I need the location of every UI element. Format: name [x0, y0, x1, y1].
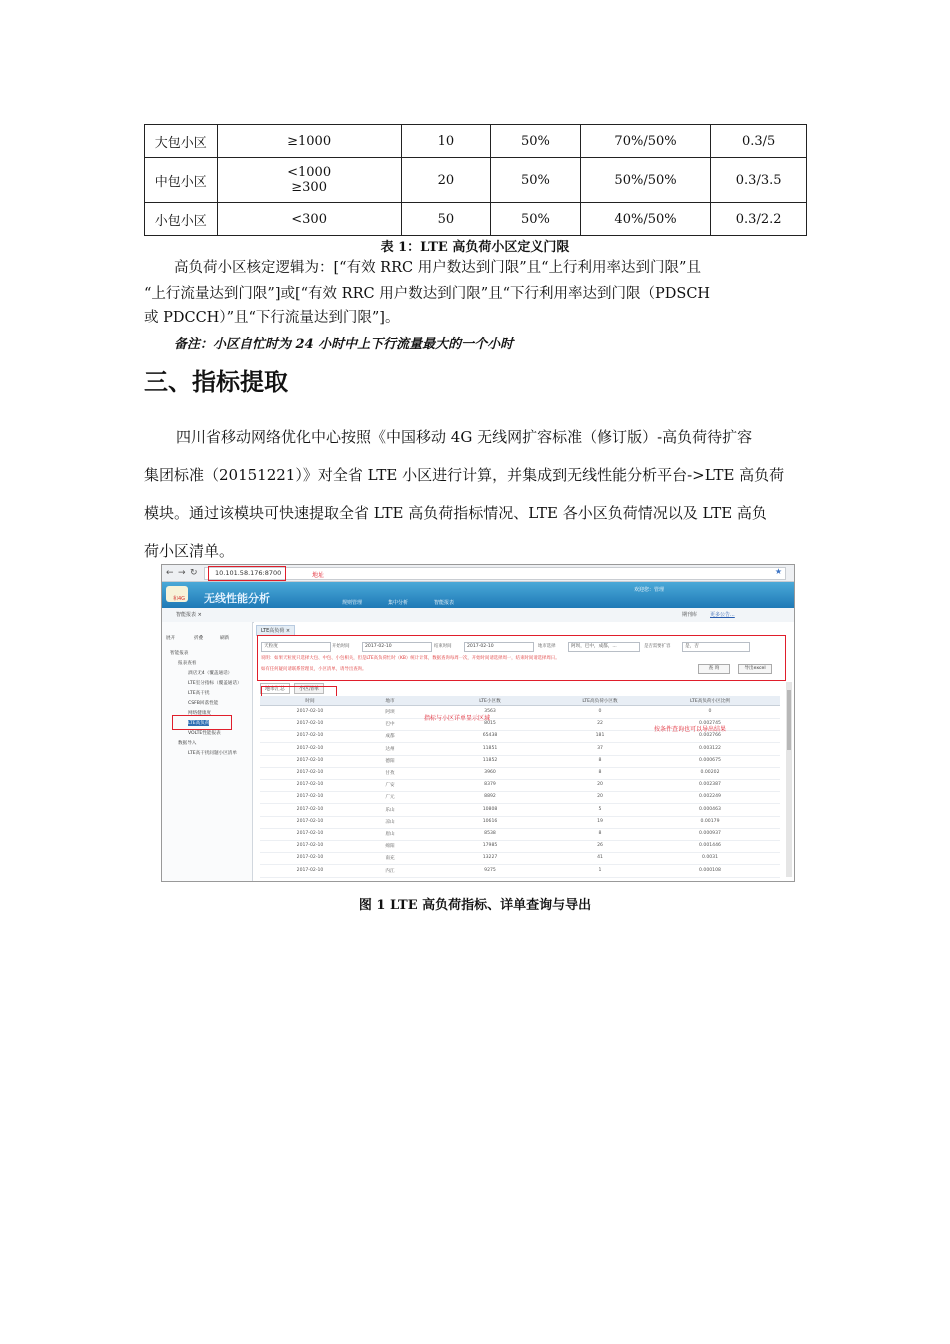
tree-item[interactable]: CSFB回落性能 [188, 701, 219, 706]
tree-item[interactable]: VOLTE性能报表 [188, 731, 221, 736]
tree-item[interactable]: 酒店无4（覆盖通话） [188, 671, 233, 676]
table-row[interactable] [260, 779, 780, 792]
table-row[interactable] [260, 706, 780, 719]
threshold-cell: 20 [401, 158, 491, 203]
table-row[interactable] [260, 791, 780, 804]
table-row[interactable] [260, 852, 780, 865]
table-cell: 达州 [385, 746, 395, 752]
threshold-cell: 50%/50% [580, 158, 711, 203]
table-cell: 0.0031 [701, 855, 719, 861]
note: 备注：小区自忙时为 24 小时中上下行流量最大的一个小时 [174, 337, 514, 352]
body-line-1: 四川省移动网络优化中心按照《中国移动 4G 无线网扩容标准（修订版）-高负荷待扩容 [176, 428, 753, 446]
threshold-cell: 50% [491, 125, 581, 158]
table-row[interactable] [260, 865, 780, 878]
city-label: 地市选择 [538, 644, 556, 649]
browser-bar [162, 565, 794, 582]
tree-item[interactable]: 网络健康度 [188, 711, 211, 716]
threshold-table [144, 124, 807, 236]
table-cell: 10808 [482, 806, 498, 812]
table-cell: 南充 [385, 856, 395, 862]
table-cell: 8 [598, 831, 602, 836]
bookmark-star-icon[interactable]: ★ [774, 567, 782, 576]
period-select[interactable]: 天粒度 [261, 642, 331, 652]
figure-caption: 图 1 LTE 高负荷指标、详单查询与导出 [358, 898, 592, 913]
table-cell: 0.003122 [699, 745, 721, 751]
address-text: 10.101.58.176:8700 [215, 569, 282, 577]
table-cell: 巴中 [385, 722, 395, 728]
table-row[interactable] [260, 767, 780, 780]
table-cell: 3960 [484, 770, 496, 775]
table-cell: 20 [597, 782, 603, 788]
table-row[interactable] [260, 804, 780, 817]
table-cell: 2017-02-10 [296, 818, 324, 824]
hint-line-2: 如有任何疑问请联系管理员，小区清单，请导出查询。 [261, 667, 367, 672]
body-line-3: 模块。通过该模块可快速提取全省 LTE 高负荷指标情况、LTE 各小区负荷情况以及 LTE 高负 [144, 504, 767, 522]
logic-line-1: 高负荷小区核定逻辑为：[“有效 RRC 用户数达到门限”且“上行利用率达到门限”且 [174, 260, 701, 276]
table-cell: 0.002249 [699, 794, 721, 800]
body-line-4: 荷小区清单。 [144, 542, 235, 560]
table-cell: 2017-02-10 [296, 733, 324, 739]
table-cell: 0 [598, 709, 602, 714]
table-cell: 8379 [484, 782, 496, 788]
tab-strip [162, 608, 794, 623]
table-cell: 0.001446 [699, 843, 721, 849]
end-date-input[interactable]: 2017-02-10 [464, 642, 534, 652]
table-cell: 0.000675 [699, 757, 721, 763]
table-cell: 乐山 [385, 807, 395, 813]
tab-city-summary[interactable]: 地市汇总 [260, 683, 290, 694]
threshold-cell: 0.3/2.2 [711, 203, 807, 236]
threshold-row [145, 125, 807, 158]
main-pane [254, 622, 794, 881]
refresh-button[interactable]: 刷新 [220, 636, 230, 641]
table-cell: 德阳 [385, 758, 395, 764]
table-cell: 广安 [385, 783, 395, 789]
threshold-cell: 中包小区 [145, 158, 218, 203]
table-cell: 8015 [484, 721, 496, 727]
tree-item[interactable]: LTE高干扰问题小区清单 [188, 751, 237, 756]
threshold-cell: 小包小区 [145, 203, 218, 236]
range-line: <300 [291, 211, 327, 227]
table-cell: 8892 [484, 794, 496, 800]
table-header [260, 696, 780, 706]
header-time[interactable]: 时间 [305, 699, 315, 704]
tree-item[interactable]: 数据导入 [178, 741, 197, 746]
table-cell: 1 [598, 867, 602, 873]
table-cell: 41 [597, 855, 603, 861]
tree-highlight [172, 715, 232, 730]
threshold-cell: 0.3/5 [711, 125, 807, 158]
table-cell: 2017-02-10 [296, 831, 324, 836]
table-cell: 8538 [484, 831, 496, 836]
app-title: 无线性能分析 [204, 592, 270, 605]
vertical-scrollbar[interactable] [786, 682, 792, 877]
city-select[interactable]: 阿坝，巴中，成都，... [568, 642, 640, 652]
table-cell: 8 [598, 757, 602, 763]
section-title: 三、指标提取 [144, 368, 288, 396]
table-cell: 2017-02-10 [296, 770, 324, 775]
table-cell: 10616 [482, 818, 498, 824]
threshold-cell [217, 158, 401, 203]
table-cell: 0 [708, 709, 712, 714]
table-cell: 2017-02-10 [296, 867, 324, 873]
table-cell: 5 [598, 806, 602, 812]
logic-line-2: “上行流量达到门限”]或[“有效 RRC 用户数达到门限”且“下行利用率达到门限（PDSCH [144, 286, 711, 302]
app-header [162, 582, 794, 608]
table-cell: 2017-02-10 [296, 782, 324, 788]
expand-label: 是否需要扩容 [644, 644, 671, 649]
tab-lte-high-load[interactable]: LTE高负荷 × [256, 625, 295, 636]
table-cell: 65438 [482, 733, 498, 739]
table-cell: 广元 [385, 795, 395, 801]
scroll-thumb[interactable] [787, 690, 791, 750]
threshold-cell: 50 [401, 203, 491, 236]
table-cell: 17985 [482, 843, 498, 849]
table-cell: 0.000108 [699, 867, 721, 873]
table-row[interactable] [260, 840, 780, 853]
table-cell: 11851 [482, 745, 498, 751]
end-label: 结束时间 [434, 644, 452, 649]
expand-all-button[interactable]: 展开 [166, 636, 176, 641]
body-line-2: 集团标准（20151221）》对全省 LTE 小区进行计算，并集成到无线性能分析平台->LTE 高负荷 [144, 466, 785, 484]
table-cell: 2017-02-10 [296, 794, 324, 800]
table-cell: 2017-02-10 [296, 855, 324, 861]
left-tree-pane [162, 622, 253, 881]
address-bar[interactable] [204, 567, 786, 580]
header-cells[interactable]: LTE小区数 [479, 699, 501, 704]
table-cell: 成都 [385, 734, 395, 740]
table-cell: 8 [598, 770, 602, 775]
table-cell: 9275 [484, 867, 496, 873]
table-cell: 绵阳 [385, 844, 395, 850]
annotation-export: 按条件查询也可以导出结果 [654, 726, 727, 733]
header-high-load[interactable]: LTE高负荷小区数 [582, 699, 618, 704]
export-button[interactable]: 导出excel [738, 664, 772, 674]
expand-select[interactable]: 是，否 [682, 642, 750, 652]
menu-reports[interactable]: 智能报表 [434, 600, 455, 606]
tab-cell-list[interactable]: 小区清单 [294, 683, 324, 694]
threshold-row [145, 158, 807, 203]
query-button[interactable]: 查 询 [698, 664, 730, 674]
reload-icon[interactable]: ↻ [190, 568, 198, 578]
threshold-cell: 40%/50% [580, 203, 711, 236]
table-cell: 阿坝 [385, 710, 395, 715]
threshold-cell: 50% [491, 203, 581, 236]
range-line: ≥300 [291, 180, 327, 195]
header-ratio[interactable]: LTE高负荷小区比例 [690, 699, 730, 704]
header-city[interactable]: 地市 [385, 699, 395, 704]
table-cell: 眉山 [385, 832, 395, 837]
table-row[interactable] [260, 816, 780, 829]
threshold-row [145, 203, 807, 236]
table-cell: 37 [597, 745, 603, 751]
address-highlight [208, 566, 286, 581]
range-line: <1000 [287, 165, 332, 180]
table-cell: 内江 [385, 868, 395, 874]
threshold-cell: 10 [401, 125, 491, 158]
table-cell: 19 [597, 818, 603, 824]
table-cell: 181 [595, 733, 605, 739]
table-row[interactable] [260, 755, 780, 768]
back-icon[interactable]: ← [166, 568, 174, 578]
threshold-cell: 50% [491, 158, 581, 203]
table-cell: 0.00179 [700, 818, 720, 824]
range-line: ≥1000 [287, 133, 332, 149]
tree-item-lte-high-load[interactable]: LTE高负荷 [188, 721, 210, 726]
welcome-text: 欢迎您：管理 [633, 587, 664, 593]
platform-screenshot [161, 564, 795, 882]
publish-link[interactable]: 期刊库 [682, 612, 698, 618]
tree-item[interactable]: 智能报表 [170, 651, 189, 656]
table-row[interactable] [260, 743, 780, 756]
threshold-cell: 大包小区 [145, 125, 218, 158]
tree-item[interactable]: LTE室分指标（覆盖通话） [188, 681, 242, 686]
table-cell: 22 [597, 721, 603, 727]
table-cell: 甘孜 [385, 771, 395, 776]
table-cell: 2017-02-10 [296, 806, 324, 812]
table-cell: 2017-02-10 [296, 721, 324, 727]
logic-line-3: 或 PDCCH）”且“下行流量达到门限”]。 [144, 310, 400, 326]
hint-line-1: 说明：如果天粒度只选择大包、中包、小包相关，但是LTE高负荷忙时（KB）统计计算，数据查询每周一次，开始时间请选择周一，结束时间请选择周日。 [261, 656, 560, 661]
address-note: 地址 [312, 572, 325, 579]
tab-reports[interactable]: 智能报表 × [176, 612, 202, 618]
table-row[interactable] [260, 828, 780, 841]
menu-rules[interactable]: 规则管理 [342, 600, 363, 606]
forward-icon[interactable]: → [178, 568, 186, 578]
table-caption: 表 1：LTE 高负荷小区定义门限 [380, 240, 570, 255]
tree-item[interactable]: 报表查看 [178, 661, 197, 666]
table-cell: 凉山 [385, 819, 395, 825]
table-cell: 26 [597, 843, 603, 849]
threshold-cell [217, 203, 401, 236]
filter-panel [257, 635, 786, 681]
logo-text: 和4G [173, 596, 186, 602]
collapse-all-button[interactable]: 折叠 [194, 636, 204, 641]
table-cell: 13227 [482, 855, 498, 861]
table-cell: 0.002745 [699, 721, 721, 727]
table-cell: 20 [597, 794, 603, 800]
table-cell: 0.000937 [699, 831, 721, 836]
table-cell: 2017-02-10 [296, 843, 324, 849]
threshold-cell: 0.3/3.5 [711, 158, 807, 203]
menu-analysis[interactable]: 集中分析 [388, 600, 409, 606]
threshold-cell: 70%/50% [580, 125, 711, 158]
table-cell: 0.00202 [700, 770, 720, 775]
table-cell: 0.000463 [699, 806, 721, 812]
tree-item[interactable]: LTE高干扰 [188, 691, 210, 696]
table-cell: 2017-02-10 [296, 709, 324, 714]
more-notices-link[interactable]: 更多公告... [710, 612, 735, 618]
table-cell: 0.002387 [699, 782, 721, 788]
table-cell: 2017-02-10 [296, 745, 324, 751]
table-cell: 0.002766 [699, 733, 721, 739]
table-cell: 11852 [482, 757, 498, 763]
body-paragraph [144, 418, 807, 570]
threshold-cell [217, 125, 401, 158]
brand-logo [166, 586, 188, 602]
start-label: 开始时间 [332, 644, 350, 649]
annotation-display-area: 指标与小区详单显示区域 [424, 715, 491, 722]
start-date-input[interactable]: 2017-02-10 [362, 642, 432, 652]
table-cell: 3563 [484, 709, 496, 714]
table-cell: 2017-02-10 [296, 757, 324, 763]
